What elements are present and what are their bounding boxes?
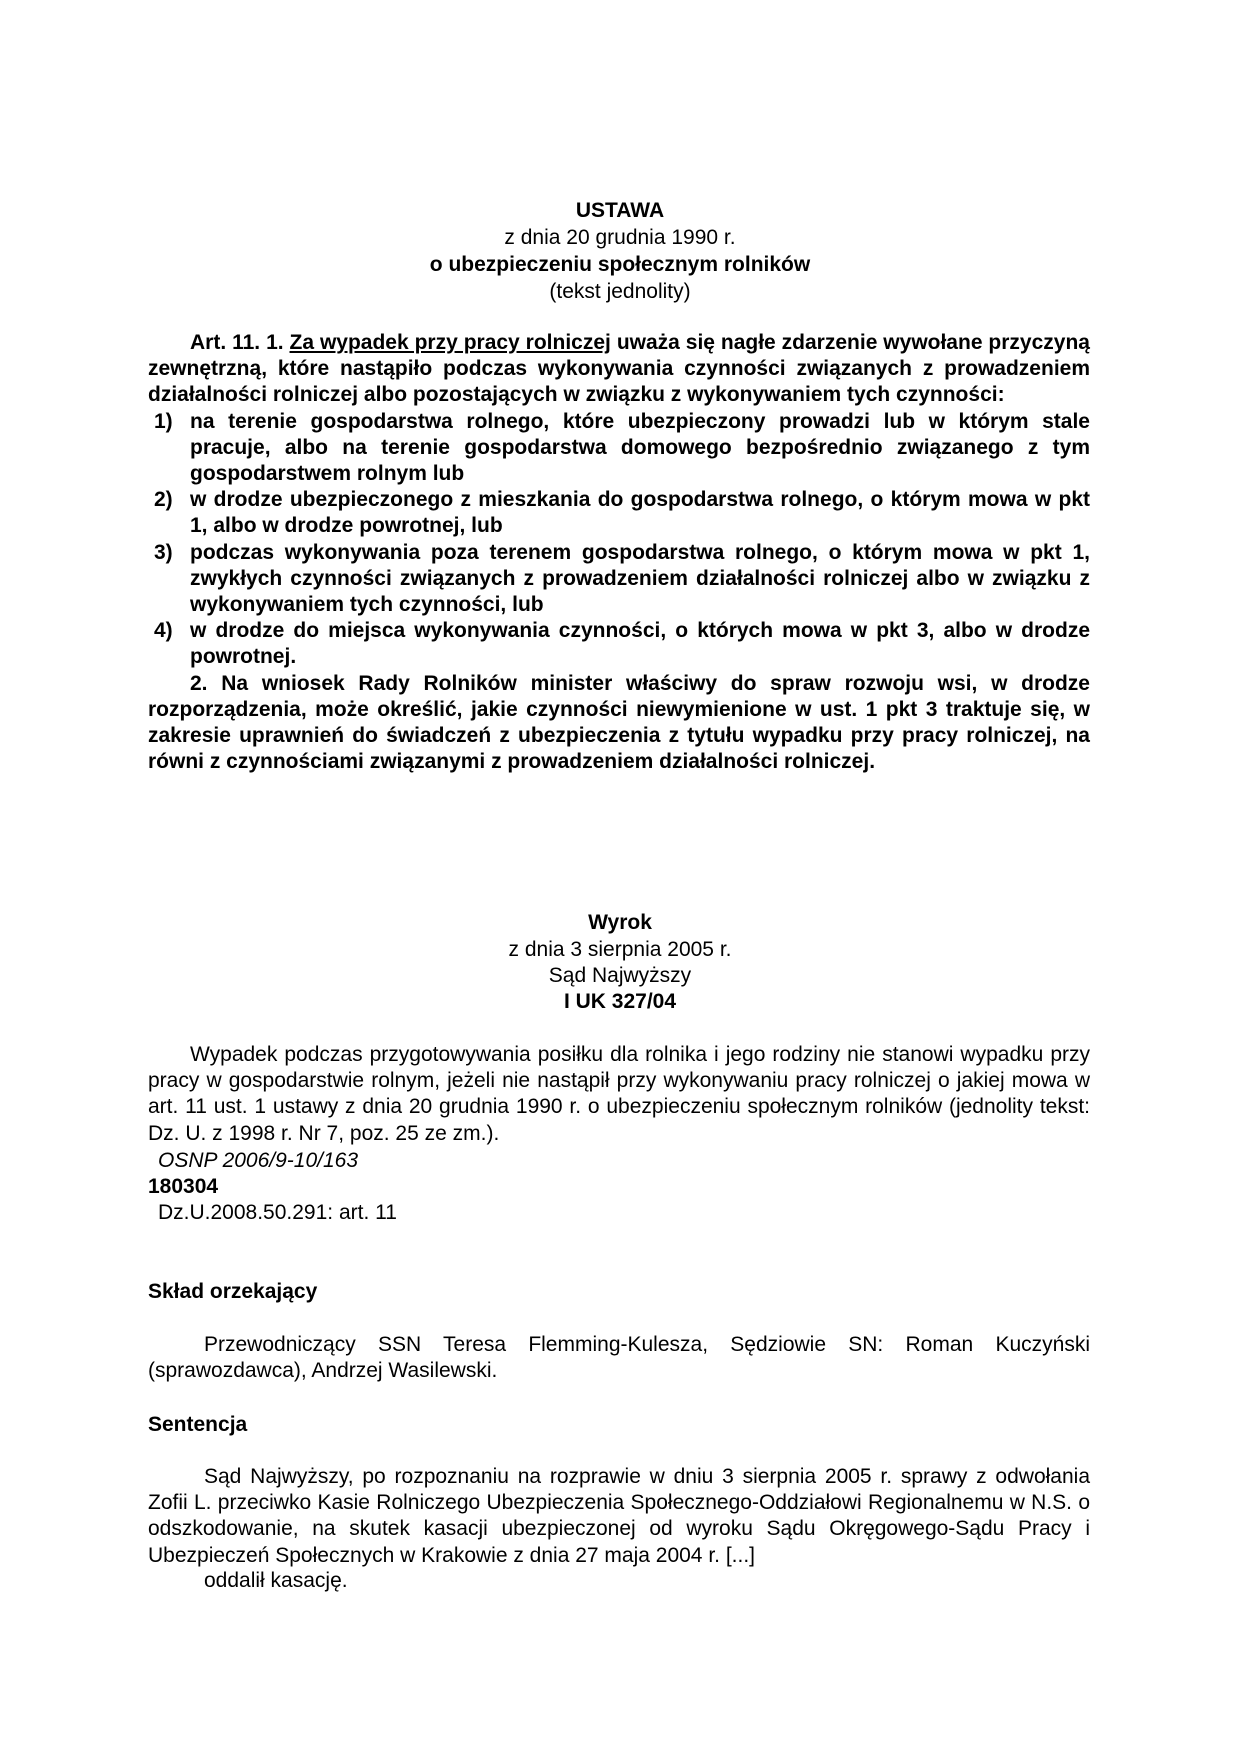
sentence-text: Sąd Najwyższy, po rozpoznaniu na rozprawie w dniu 3 sierpnia 2005 r. sprawy z odwołania Zofii L. przeciwko Kasie Rolniczego Ubezpieczenia Społecznego-Oddziałowi Regionalnemu w N.S. o odszkodowanie, na skutek kasacji ubezpieczonej od wyroku Sądu Okręgowego-Sądu Pracy i Ubezpieczeń Społecznych w Krakowie z dnia 27 maja 2004 r. [...] bbox=[148, 1465, 1090, 1567]
statute-date: z dnia 20 grudnia 1990 r. bbox=[504, 226, 736, 249]
composition-heading: Skład orzekający bbox=[148, 1280, 318, 1303]
article-intro: uważa się nagłe zdarzenie wywołane przyczyną zewnętrzną, które nastąpiło podczas wykonywania czynności związanych z prowadzeniem działalności rolniczej albo pozostających w związku z wykonywaniem tych czynności: bbox=[148, 331, 1090, 407]
sentence-heading: Sentencja bbox=[148, 1413, 248, 1436]
article-item-text: w drodze ubezpieczonego z mieszkania do gospodarstwa rolnego, o którym mowa w pkt 1, albo w drodze powrotnej, lub bbox=[190, 488, 1090, 538]
statute-note: (tekst jednolity) bbox=[549, 280, 691, 303]
article-prefix: Art. 11. 1. bbox=[190, 331, 284, 354]
article-item bbox=[148, 540, 1090, 619]
legal-reference: Dz.U.2008.50.291: art. 11 bbox=[158, 1201, 397, 1224]
article-item-number: 1) bbox=[154, 409, 173, 433]
article-paragraph-2: 2. Na wniosek Rady Rolników minister właściwy do spraw rozwoju wsi, w drodze rozporządzenia, może określić, jakie czynności niewymienione w ust. 1 pkt 3 traktuje się, w zakresie uprawnień do świadczeń z ubezpieczenia z tytułu wypadku przy pracy rolniczej, na równi z czynnościami związanymi z prowadzeniem działalności rolniczej. bbox=[148, 671, 1090, 774]
article-item bbox=[148, 409, 1090, 488]
article-term: Za wypadek przy pracy rolniczej bbox=[289, 331, 611, 354]
judgment-case-number: I UK 327/04 bbox=[563, 990, 677, 1013]
judgment-court: Sąd Najwyższy bbox=[548, 964, 692, 987]
article-item-text: na terenie gospodarstwa rolnego, które ubezpieczony prowadzi lub w którym stale pracuje, albo na terenie gospodarstwa domowego bezpośrednio związanego z tym gospodarstwem rolnym lub bbox=[190, 409, 1090, 486]
article-paragraph-1 bbox=[148, 330, 1090, 409]
statute-title: USTAWA bbox=[575, 199, 665, 222]
judgment-code: 180304 bbox=[148, 1175, 219, 1198]
statute-subject: o ubezpieczeniu społecznym rolników bbox=[429, 253, 811, 276]
composition-text: Przewodniczący SSN Teresa Flemming-Kulesza, Sędziowie SN: Roman Kuczyński (sprawozdawca), Andrzej Wasilewski. bbox=[148, 1333, 1090, 1383]
article-item bbox=[148, 618, 1090, 670]
judgment-date: z dnia 3 sierpnia 2005 r. bbox=[508, 938, 732, 961]
osnp-reference: OSNP 2006/9-10/163 bbox=[158, 1149, 359, 1172]
judgment-thesis: Wypadek podczas przygotowywania posiłku dla rolnika i jego rodziny nie stanowi wypadku przy pracy w gospodarstwie rolnym, jeżeli nie nastąpił przy wykonywaniu pracy rolniczej o jakiej mowa w art. 11 ust. 1 ustawy z dnia 20 grudnia 1990 r. o ubezpieczeniu społecznym rolników (jednolity tekst: Dz. U. z 1998 r. Nr 7, poz. 25 ze zm.). bbox=[148, 1043, 1090, 1145]
article-item-number: 2) bbox=[154, 488, 173, 512]
article-item-text: podczas wykonywania poza terenem gospodarstwa rolnego, o którym mowa w pkt 1, zwykłych czynności związanych z prowadzeniem działalności rolniczej albo w związku z wykonywaniem tych czynności, lub bbox=[190, 540, 1090, 617]
article-item-number: 3) bbox=[154, 540, 173, 564]
article-text bbox=[148, 330, 1090, 775]
article-item bbox=[148, 487, 1090, 539]
sentence-decision: oddalił kasację. bbox=[204, 1569, 348, 1592]
judgment-title: Wyrok bbox=[588, 911, 652, 934]
article-item-text: w drodze do miejsca wykonywania czynności, o których mowa w pkt 3, albo w drodze powrotnej. bbox=[190, 619, 1090, 669]
article-item-number: 4) bbox=[154, 619, 173, 643]
